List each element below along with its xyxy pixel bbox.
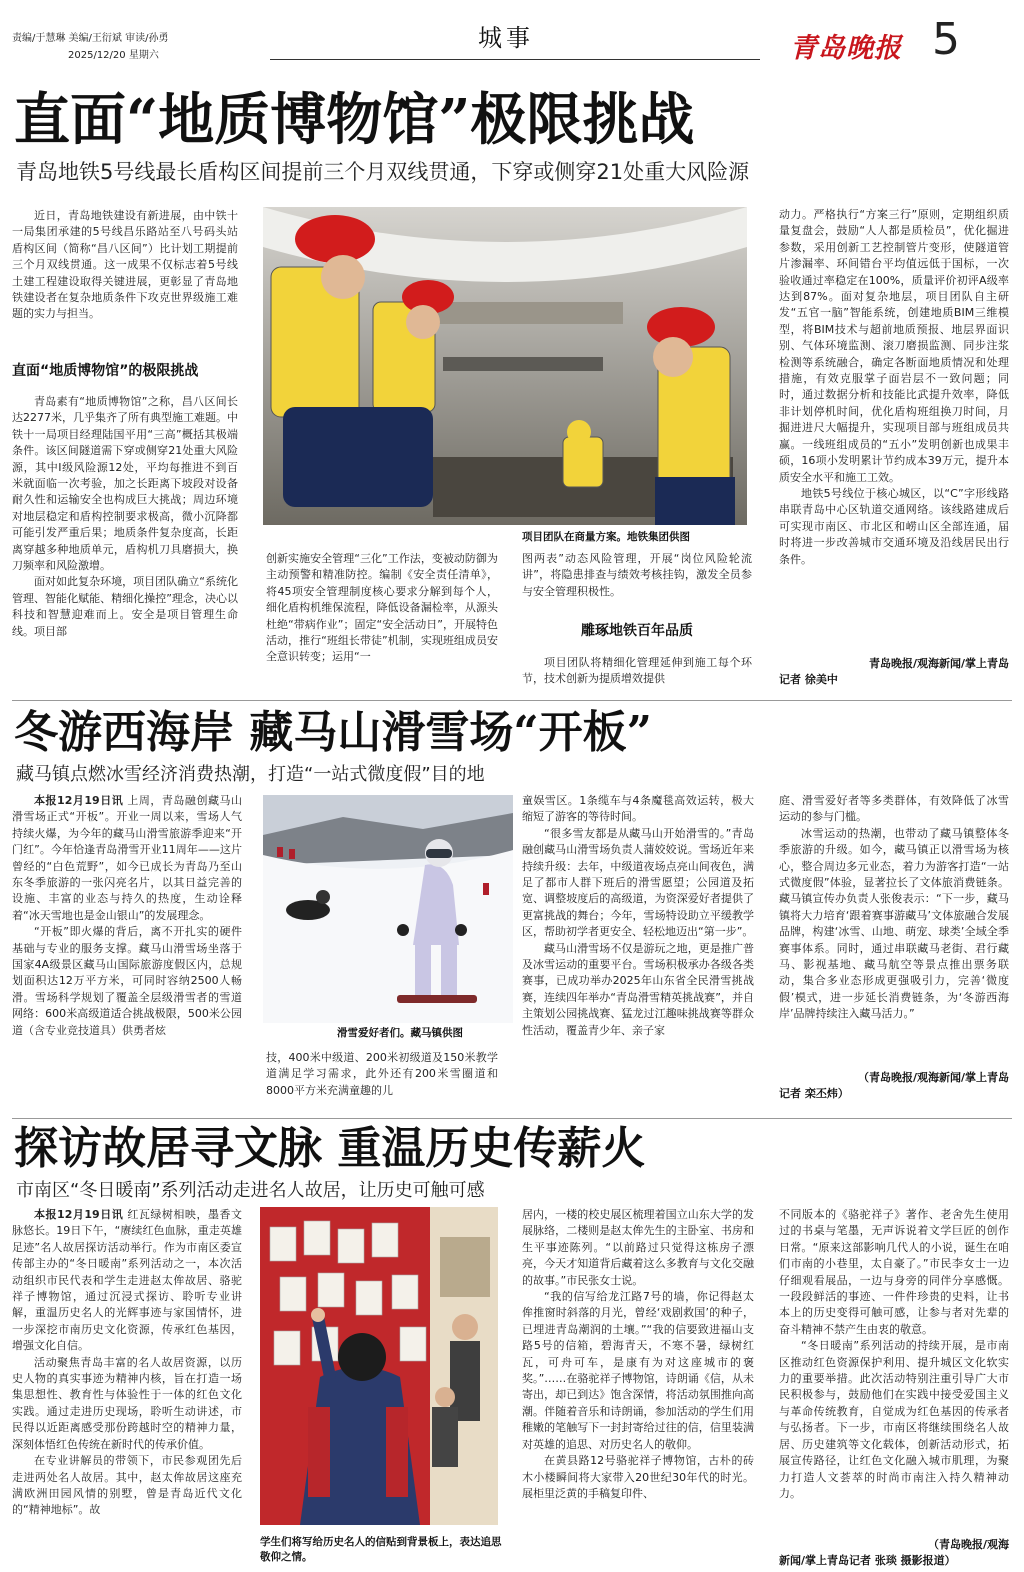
section-title: 城事 bbox=[478, 24, 534, 52]
article3-byline: （青岛晚报/观海 新闻/掌上青岛记者 张琰 摄影报道） bbox=[779, 1538, 1009, 1567]
article3-col4-body: 不同版本的《骆驼祥子》著作、老舍先生使用过的书桌与笔墨，无声诉说着文学巨匠的创作日常。“原来这部影响几代人的小说，诞生在咱们市南的小巷里，太自豪了。”市民李女士一边仔细观看展品，一边与身旁的同伴分享感慨。一段段鲜活的事迹、一件件珍贵的史料，让书本上的历史变得可触可感，让参与者对先辈的奋斗精神不禁产生由衷的敬意。 “冬日暖南”系列活动的持续开展，是市南区推动红色资源保护利用、提升城区文化软实力的重要举措。此次活动特别注重引导广大市民积极参与，鼓励他们在实践中接受爱国主义与革命传统教育，自觉成为红色基因的传承者与弘扬者。下一步，市南区将继续围绕名人故居、历史建筑等文化载体，创新活动形式，拓展宣传路径，让红色文化融入城市肌理，为聚力打造人文荟萃的时尚市南注入持久精神动力。 bbox=[779, 1208, 1009, 1500]
newspaper-logo: 青岛晚报 bbox=[790, 33, 902, 64]
article2-col2-body: 技，400米中级道、200米初级道及150米教学道满足学习需求，此外还有200米雪圈道和8000平方米充满童趣的儿 bbox=[266, 1051, 498, 1097]
article2-byline: （青岛晚报/观海新闻/掌上青岛 记者 栾丕炜） bbox=[779, 1071, 1009, 1100]
article1-col3-body: 图两表”动态风险管理，开展“岗位风险轮流讲”，将隐患排查与绩效考核挂钩，激发全员参与安全管理积极性。 bbox=[522, 552, 752, 598]
article1-col4-body: 动力。严格执行“方案三行”原则，定期组织质量复盘会，鼓励“人人都是质检员”，优化掘进参数，采用创新工艺控制管片变形，使隧道管片渗漏率、环间错台平均值远低于国标，一次验收通过率稳定在100%，质量评价初评A级率达到87%。面对复杂地层，项目团队自主研发“五官一脑”智能系统，创建地质BIM三维模型，将BIM技术与超前地质预报、地层界面识别、气体环境监测、滚刀磨损监测、同步注浆检测等系统融合，确定各断面地质情况和处理措施，有效克服掌子面岩层不一致问题；同时，通过数据分析和技能比武提升效率，降低非计划停机时间，优化盾构班组换刀时间，月掘进进尺大幅提升，实现项目部与班组成员共赢。一线班组成员的“五小”发明创新也成果丰硕，16项小发明累计节约成本39万元，提升本质安全水平和施工工效。 地铁5号线位于核心城区，以“C”字形线路串联青岛中心区轨道交通网络。该线路建成后可实现市南区、市北区和崂山区全部连通，届时将进一步改善城市交通环境及沿线居民出行条件。 bbox=[779, 208, 1009, 566]
article2-photo-caption: 滑雪爱好者们。藏马镇供图 bbox=[337, 1027, 463, 1039]
date-line: 2025/12/20 星期六 bbox=[68, 50, 159, 61]
article3-col3-body: 居内，一楼的校史展区梳理着国立山东大学的发展脉络，二楼则是赵太侔先生的主卧室、书房和生平事迹陈列。“以前路过只觉得这栋房子漂亮，今天才知道背后藏着这么多教育与文化交融的故事。”市民张女士说。 “我的信写给龙江路7号的墙，你记得赵太侔推窗时斜落的月光，曾经‘戏剧救国’的种子，已埋进青岛潮润的土壤。”“我的信要致进福山支路5号的信箱，碧海青天，不寒不暑，绿树红瓦，可舟可车，是康有为对这座城市的褒奖。”……在骆驼祥子博物馆，诗朗诵《信，从未寄出，却已到达》饱含深情，将活动氛围推向高潮。伴随着音乐和诗朗诵，参加活动的学生们用稚嫩的笔触写下一封封寄给过往的信，信里装满对英雄的追思、对历史名人的敬仰。 在黄县路12号骆驼祥子博物馆，古朴的砖木小楼瞬间将大家带入20世纪30年代的时光。展柜里泛黄的手稿复印件、 bbox=[522, 1208, 754, 1500]
article1-col1-subhead: 直面“地质博物馆”的极限挑战 bbox=[12, 363, 199, 379]
article1-col2-body: 创新实施安全管理“三化”工作法，变被动防御为主动预警和精准防控。编制《安全责任清单》，将45项安全管理制度核心要求分解到每个人，细化盾构机维保流程，降低设备漏检率，从源头杜绝“带病作业”；固定“安全活动日”，开展特色活动，推行“班组长带徒”机制，实现班组成员安全意识转变；运用“一 bbox=[266, 552, 498, 664]
article2-subhead: 藏马镇点燃冰雪经济消费热潮，打造“一站式微度假”目的地 bbox=[16, 764, 485, 785]
article3-col1-body: 本报12月19日讯 红瓦绿树相映，墨香文脉悠长。19日下午，“赓续红色血脉，重走英雄足迹”名人故居探访活动举行。作为市南区委宣传部主办的“冬日暖南”系列活动之一，本次活动组织市民代表和学生走进赵太侔故居、骆驼祥子博物馆，通过沉浸式探访、聆听专业讲解，重温历史名人的光辉事迹与家国情怀，进一步深挖市南历史文化资源，传承红色基因，增强文化自信。 活动聚焦青岛丰富的名人故居资源，以历史人物的真实事迹为精神内核，旨在打造一场集思想性、教育性与体验性于一体的红色文化实践。通过走进历史现场，聆听生动讲述，市民得以近距离感受那份跨越时空的精神力量，深刻体悟红色传统在新时代的传承价值。 在专业讲解员的带领下，市民参观团先后走进两处名人故居。其中，赵太侔故居这座充满欧洲田园风情的别墅，曾是青岛近代文化的“精神地标”。故 bbox=[12, 1208, 242, 1517]
article2-col3-body: 童娱雪区。1条缆车与4条魔毯高效运转，极大缩短了游客的等待时间。 “很多雪友都是从藏马山开始滑雪的。”青岛融创藏马山滑雪场负责人蒲姣姣说。雪场近年来持续升级：去年，中级道夜场点亮山间夜色，满足了都市人群下班后的滑雪愿望；公园道及拓宽、调整坡度后的高级道，为资深爱好者提供了更富挑战的舞台；今年，雪场特设助立平缓教学区，帮助初学者更安全、轻松地迈出“第一步”。 藏马山滑雪场不仅是游玩之地，更是推广普及冰雪运动的重要平台。雪场积极承办各级各类赛事，已成功举办2025年山东省全民滑雪挑战赛，连续四年举办“青岛滑雪精英挑战赛”，并自主策划公园挑战赛、猛龙过江趣味挑战赛等群众性活动，覆盖青少年、亲子家 bbox=[522, 794, 754, 1037]
article1-photo-caption: 项目团队在商量方案。地铁集团供图 bbox=[522, 531, 690, 543]
students-letters-photo bbox=[260, 1207, 498, 1525]
article2-col4-body: 庭、滑雪爱好者等多类群体，有效降低了冰雪运动的参与门槛。 冰雪运动的热潮，也带动了藏马镇整体冬季旅游的升级。如今，藏马镇正以滑雪场为核心，整合周边多元业态，着力为游客打造“一站式微度假”体验，显著拉长了文体旅消费链条。藏马镇宣传办负责人张俊表示：“下一步，藏马镇将大力培育‘跟着赛事游藏马’文体旅融合发展品牌，构建‘冰雪、山地、萌宠、球类’全域全季赛事体系。同时，通过串联藏马老街、君行藏马、影视基地、藏马航空等景点推出票务联动，集合多业态形成更强吸引力，完善‘微度假’模式，进一步延长消费链条，为‘冬游西海岸’品牌持续注入藏马活力。” bbox=[779, 794, 1009, 1021]
tunnel-workers-photo bbox=[263, 207, 747, 525]
article3-subhead: 市南区“冬日暖南”系列活动走进名人故居，让历史可触可感 bbox=[16, 1180, 485, 1201]
article1-col1-body: 青岛素有“地质博物馆”之称，昌八区间长达2277米，几乎集齐了所有典型施工难题。中铁十一局项目经理陆国平用“三高”概括其极端条件。该区间隧道需下穿或侧穿21处重大风险源，其中Ⅰ级风险源12处，平均每推进不到百米就面临一次考验，加之长距离下坡段对设备耐久性和运输安全也构成巨大挑战；周边环境对地层稳定和盾构控制要求极高，微小沉降都可能引发严重后果；地质条件复杂度高，长距离穿越多种地质单元，盾构机刀具磨损大，换刀频率和风险激增。 面对如此复杂环境，项目团队确立“系统化管理、智能化赋能、精细化操控”理念，决心以科技和智慧迎难而上。安全是项目管理生命线。项目部 bbox=[12, 395, 238, 638]
header-rule bbox=[270, 59, 760, 60]
article1-byline: 青岛晚报/观海新闻/掌上青岛 记者 徐美中 bbox=[779, 657, 1009, 686]
article3-headline: 探访故居寻文脉 重温历史传薪火 bbox=[14, 1123, 646, 1174]
editors-line: 责编/于慧琳 美编/王衍斌 审读/孙勇 bbox=[12, 33, 169, 44]
article2-headline: 冬游西海岸 藏马山滑雪场“开板” bbox=[14, 707, 652, 758]
divider-2 bbox=[12, 1118, 1012, 1119]
article2-col1-body: 本报12月19日讯 上周，青岛融创藏马山滑雪场正式“开板”。开业一周以来，雪场人气持续火爆，为今年的藏马山滑雪旅游季迎来“开门红”。今年恰逢青岛滑雪开业11周年——这片曾经的“白色荒野”，如今已成长为青岛乃至山东冬季旅游的一张闪亮名片，以其日益完善的设施、丰富的业态与持久的热度，生动诠释着“冰天雪地也是金山银山”的发展理念。 “开板”即火爆的背后，离不开扎实的硬件基础与专业的服务支撑。藏马山滑雪场坐落于国家4A级景区藏马山国际旅游度假区内，总规划面积达12万平方米，可同时容纳2500人畅滑。雪场科学规划了覆盖全层级滑雪者的雪道网络：600米高级道适合挑战极限，500米公园道（含专业竞技道具）供勇者炫 bbox=[12, 794, 242, 1037]
masthead-credits bbox=[12, 30, 168, 64]
divider-1 bbox=[12, 700, 1012, 701]
article1-subhead: 青岛地铁5号线最长盾构区间提前三个月双线贯通，下穿或侧穿21处重大风险源 bbox=[16, 160, 750, 184]
article1-headline: 直面“地质博物馆”极限挑战 bbox=[14, 87, 695, 153]
article1-col3-subhead: 雕琢地铁百年品质 bbox=[581, 623, 693, 639]
article3-photo-caption: 学生们将写给历史名人的信贴到背景板上，表达追思敬仰之情。 bbox=[260, 1536, 502, 1563]
page-number: 5 bbox=[932, 14, 960, 65]
skiing-photo bbox=[263, 795, 513, 1023]
article1-col3-body2: 项目团队将精细化管理延伸到施工每个环节，技术创新为提质增效提供 bbox=[522, 656, 752, 686]
article1-intro: 近日，青岛地铁建设有新进展，由中铁十一局集团承建的5号线昌乐路站至八号码头站盾构区间（简称“昌八区间”）比计划工期提前三个月双线贯通。这一成果不仅标志着5号线土建工程建设取得关键进展，更彰显了青岛地铁建设者在复杂地质条件下攻克世界级施工难题的实力与担当。 bbox=[12, 209, 238, 321]
